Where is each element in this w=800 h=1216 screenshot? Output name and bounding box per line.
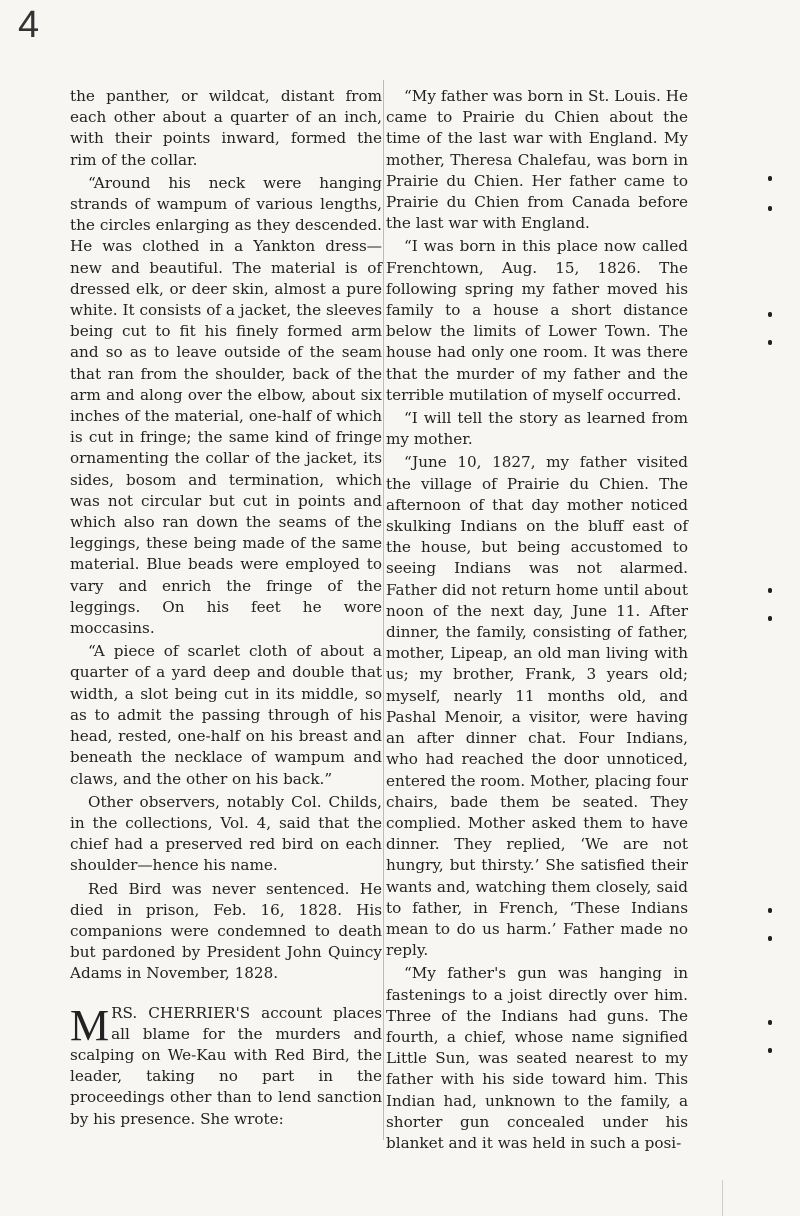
page-number: 4: [18, 4, 40, 46]
paragraph: Red Bird was never sentenced. He died in prison, Feb. 16, 1828. His companions were condemned to death but pardoned by President John Quincy Adams in November, 1828.: [70, 879, 382, 983]
paragraph: “I will tell the story as learned from my mother.: [386, 409, 688, 449]
margin-mark: [768, 176, 772, 181]
paragraph: “June 10, 1827, my father visited the village of Prairie du Chien. The afternoon of that day mother noticed skulking Indians on the bluff east of the house, but being accustomed to seeing Indians was not alarmed. Father did not return home until about noon of the next day, June 11. After dinner, the family, consisting of father, mother, Lipeap, an old man living with us; my brother, Frank, 3 years old; myself, nearly 11 months old, and Pashal Menoir, a visitor, were having an after dinner chat. Four Indians, who had reached the door unnoticed, entered the room. Mother, placing four chairs, bade them be seated. They complied. Mother asked them to have dinner. They replied, ‘We are not hungry, but thirsty.’ She satisfied their wants and, watching them closely, said to father, in French, ‘These Indians mean to do us harm.’ Father made no reply.: [386, 453, 688, 960]
drop-cap: M: [70, 1000, 110, 1050]
paragraph: “Around his neck were hanging strands of wampum of various lengths, the circles enlarging as they descended. He was clothed in a Yankton dress—new and beautiful. The material is of dressed elk, or deer skin, almost a pure white. It consists of a jacket, the sleeves being cut to fit his finely formed arm and so as to leave outside of the seam that ran from the shoulder, back of the arm and along over the elbow, about six inches of the material, one-half of which is cut in fringe; the same kind of fringe ornamenting the collar of the jacket, its sides, bosom and termination, which was not circular but cut in points and which also ran down the seams of the leggings, these being made of the same material. Blue beads were employed to vary and enrich the fringe of the leggings. On his feet he wore moccasins.: [70, 173, 382, 638]
paragraph: the panther, or wildcat, distant from each other about a quarter of an inch, with their points inward, formed the rim of the collar.: [70, 87, 382, 169]
paragraph: “A piece of scarlet cloth of about a quarter of a yard deep and double that width, a slot being cut in its middle, so as to admit the passing through of his head, rested, one-half on his breast and beneath the necklace of wampum and claws, and the other on his back.”: [70, 642, 382, 788]
margin-mark: [768, 908, 772, 913]
paragraph: “My father was born in St. Louis. He came to Prairie du Chien about the time of the last war with England. My mother, Theresa Chalefau, was born in Prairie du Chien. Her father came to Prairie du Chien from Canada before the last war with England.: [386, 87, 688, 233]
section-text: RS. CHERRIER'S account places all blame for the murders and scalping on We-Kau with Red Bird, the leader, taking no part in the proceedings other than to lend sanction by his presence. She wrote:: [70, 1003, 382, 1128]
paragraph: “My father's gun was hanging in fastenings to a joist directly over him. Three of the Indians had guns. The fourth, a chief, whose name signified Little Sun, was seated nearest to my father with his side toward him. This Indian had, unknown to the family, a shorter gun concealed under his blanket and it was held in such a posi-: [386, 964, 688, 1152]
right-column: [386, 86, 688, 1156]
margin-mark: [768, 588, 772, 593]
margin-mark: [768, 340, 772, 345]
column-divider: [383, 80, 384, 1140]
section-paragraph: [70, 1000, 382, 1130]
margin-mark: [768, 312, 772, 317]
margin-mark: [768, 1048, 772, 1053]
paragraph: Other observers, notably Col. Childs, in the collections, Vol. 4, said that the chief had a preserved red bird on each shoulder—hence his name.: [70, 792, 382, 875]
margin-mark: [768, 206, 772, 211]
scan-edge: [722, 1180, 723, 1216]
paragraph: “I was born in this place now called Frenchtown, Aug. 15, 1826. The following spring my father moved his family to a house a short distance below the limits of Lower Town. The house had only one room. It was there that the murder of my father and the terrible mutilation of myself occurred.: [386, 237, 688, 404]
margin-mark: [768, 936, 772, 941]
left-column: [70, 86, 382, 1132]
margin-mark: [768, 1020, 772, 1025]
margin-mark: [768, 616, 772, 621]
